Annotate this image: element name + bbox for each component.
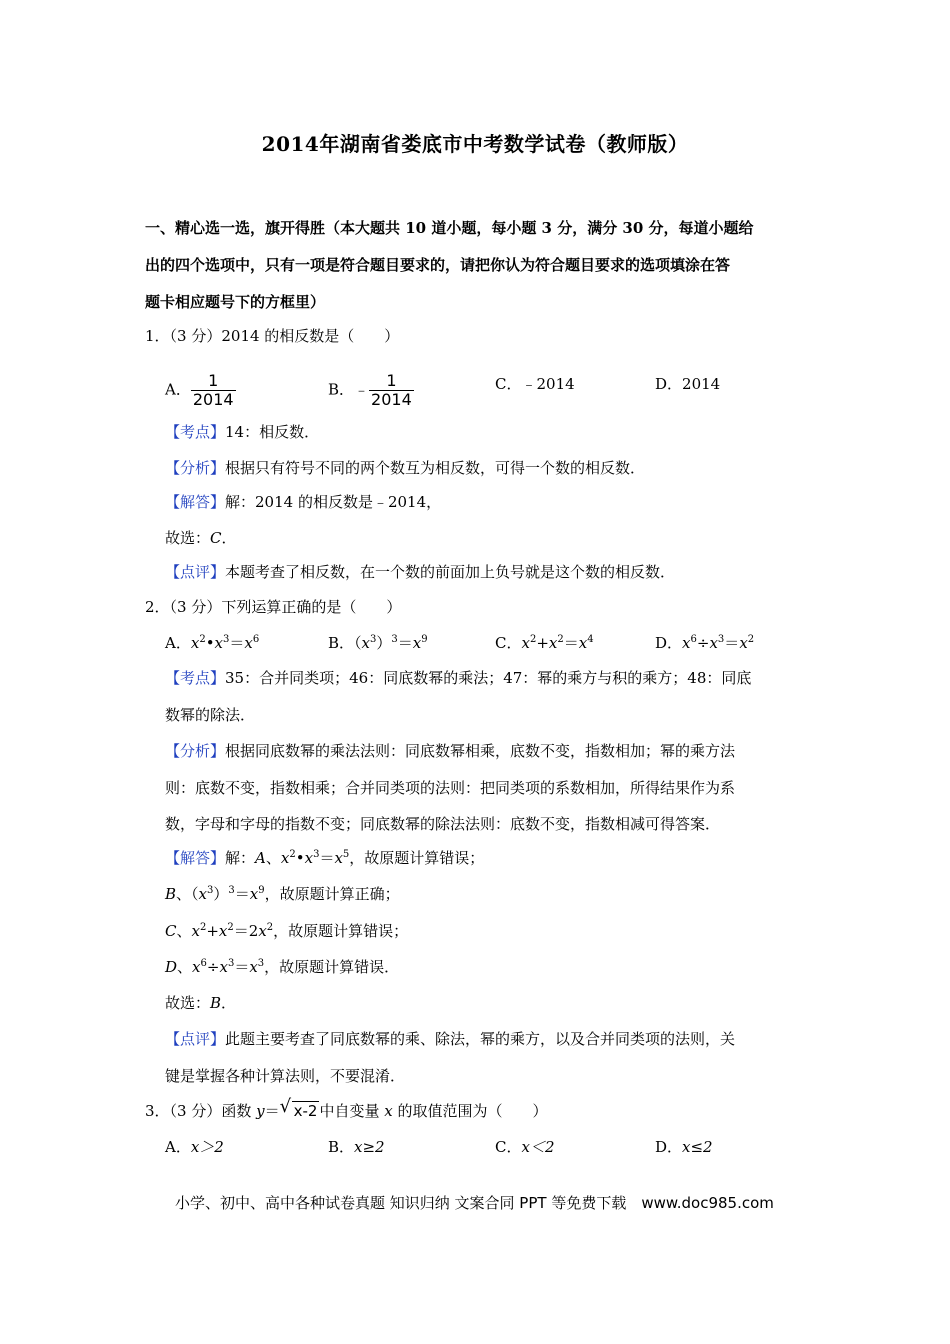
stem-end: 的取值范围为（ ） [392, 1102, 548, 1120]
q1-option-b [328, 372, 414, 409]
kaodian-text: 14：相反数． [225, 423, 320, 441]
answer-letter: C [210, 529, 222, 547]
fenxi-text: 根据只有符号不同的两个数互为相反数，可得一个数的相反数． [225, 459, 646, 477]
option-label: A． [165, 1138, 191, 1156]
page-title: 2014年湖南省娄底市中考数学试卷（教师版） [261, 132, 689, 156]
jieda-a-tail: ，故原题计算错误； [349, 849, 485, 867]
fraction [191, 372, 236, 409]
answer-end: ． [221, 994, 237, 1012]
q1-option-a [165, 372, 236, 409]
q1-dianping [165, 562, 675, 582]
jieda-text: 解：2014 的相反数是﹣2014， [225, 493, 442, 511]
option-expr: x≤2 [682, 1138, 713, 1156]
option-label: C． [495, 634, 522, 652]
stem-prefix: 3．（3 分）函数 [145, 1102, 257, 1120]
answer-prefix: 故选： [165, 994, 211, 1012]
dianping-text: 此题主要考查了同底数幂的乘、除法，幂的乘方，以及合并同类项的法则，关 [225, 1030, 736, 1048]
section-heading-line: 一、精心选一选，旗开得胜（本大题共 10 道小题，每小题 3 分，满分 30 分，每道小题给 [145, 219, 754, 237]
option-expr: x＜2 [521, 1138, 555, 1156]
kaodian-tag: 【考点】 [165, 423, 226, 441]
q2-fenxi [165, 741, 735, 761]
q2-fenxi-cont: 数，字母和字母的指数不变；同底数幂的除法法则：底数不变，指数相减可得答案． [165, 815, 721, 833]
q2-jieda-d: D、$x^6\div x^3=x^3$，故原题计算错误． [165, 958, 400, 976]
q2-jieda-b: B、$(x^3)^3=x^9$，故原题计算正确； [165, 885, 400, 903]
stem-x: x [384, 1102, 393, 1120]
denominator: 2014 [371, 390, 412, 409]
jieda-c-tail: ，故原题计算错误； [273, 922, 409, 940]
page-footer: 小学、初中、高中各种试卷真题 知识归纳 文案合同 PPT 等免费下载 www.doc985.com [175, 1194, 774, 1212]
fraction [369, 372, 414, 409]
q1-jieda [165, 492, 441, 512]
section-heading-line: 出的四个选项中，只有一项是符合题目要求的，请把你认为符合题目要求的选项填涂在答 [145, 256, 731, 274]
dianping-tag: 【点评】 [165, 563, 226, 581]
answer-end: ． [221, 529, 237, 547]
minus-sign: ﹣ [354, 380, 370, 399]
jieda-prefix: 解： [225, 849, 256, 867]
fenxi-tag: 【分析】 [165, 459, 226, 477]
jieda-b-tail: ，故原题计算正确； [264, 885, 400, 903]
q1-option-d: D．2014 [655, 375, 721, 393]
option-label: B． [328, 634, 355, 652]
q2-option-b: B．$(x^3)^3=x^9$ [328, 634, 428, 652]
numerator: 1 [386, 371, 397, 390]
denominator: 2014 [192, 390, 234, 409]
stem-middle: 中自变量 [319, 1102, 385, 1120]
q2-option-d: D．$x^6\div x^3=x^2$ [655, 634, 755, 652]
question-3-stem [145, 1096, 548, 1121]
q1-answer [165, 528, 237, 548]
q2-fenxi-cont: 则：底数不变，指数相乘；合并同类项的法则：把同类项的系数相加，所得结果作为系 [165, 779, 736, 797]
option-label: D． [655, 634, 683, 652]
question-2-stem: 2．（3 分）下列运算正确的是（ ） [145, 598, 402, 616]
q1-kaodian [165, 422, 319, 442]
option-label: B． [328, 380, 355, 399]
option-label: D． [655, 1138, 683, 1156]
jieda-tag: 【解答】 [165, 493, 226, 511]
q2-dianping [165, 1029, 735, 1049]
q2-jieda: 【解答】解：A、$x^2•x^3=x^5$，故原题计算错误； [165, 849, 485, 867]
q3-option-a [165, 1137, 224, 1157]
q3-option-b [328, 1137, 385, 1157]
dianping-tag: 【点评】 [165, 1030, 226, 1048]
numerator: 1 [208, 371, 219, 390]
q2-kaodian [165, 668, 751, 688]
question-1-stem: 1．（3 分）2014 的相反数是（ ） [145, 327, 400, 345]
q1-fenxi [165, 458, 645, 478]
q2-jieda-c: C、$x^2+x^2=2x^2$，故原题计算错误； [165, 922, 409, 940]
dianping-text: 本题考查了相反数，在一个数的前面加上负号就是这个数的相反数． [225, 563, 676, 581]
q2-kaodian-cont: 数幂的除法． [165, 706, 256, 724]
radicand: x-2 [293, 1102, 318, 1120]
fenxi-text: 根据同底数幂的乘法法则：同底数幂相乘，底数不变，指数相加；幂的乘方法 [225, 742, 736, 760]
q1-option-c: C．﹣2014 [495, 375, 575, 393]
jieda-tag: 【解答】 [165, 849, 226, 867]
section-heading-line: 题卡相应题号下的方框里） [145, 293, 326, 311]
q3-option-c [495, 1137, 555, 1157]
q2-dianping-cont: 键是掌握各种计算法则，不要混淆． [165, 1067, 406, 1085]
option-label: A． [165, 380, 191, 399]
answer-letter: B [210, 994, 222, 1012]
option-label: B． [328, 1138, 355, 1156]
q2-option-c: C．$x^2+x^2=x^4$ [495, 634, 594, 652]
kaodian-text: 35：合并同类项；46：同底数幂的乘法；47：幂的乘方与积的乘方；48：同底 [225, 669, 752, 687]
stem-variable: y [256, 1102, 265, 1120]
square-root: √ x-2 [279, 1096, 318, 1120]
q2-option-a: A．$x^2•x^3=x^6$ [165, 634, 260, 652]
section-heading [145, 210, 810, 321]
stem-equals: ＝ [264, 1102, 280, 1120]
kaodian-tag: 【考点】 [165, 669, 226, 687]
option-expr: x＞2 [190, 1138, 224, 1156]
q2-answer [165, 993, 236, 1013]
option-label: A． [165, 634, 191, 652]
option-expr: x≥2 [354, 1138, 385, 1156]
q3-option-d [655, 1137, 713, 1157]
option-label: C． [495, 1138, 522, 1156]
jieda-d-tail: ，故原题计算错误． [264, 958, 400, 976]
answer-prefix: 故选： [165, 529, 211, 547]
fenxi-tag: 【分析】 [165, 742, 226, 760]
